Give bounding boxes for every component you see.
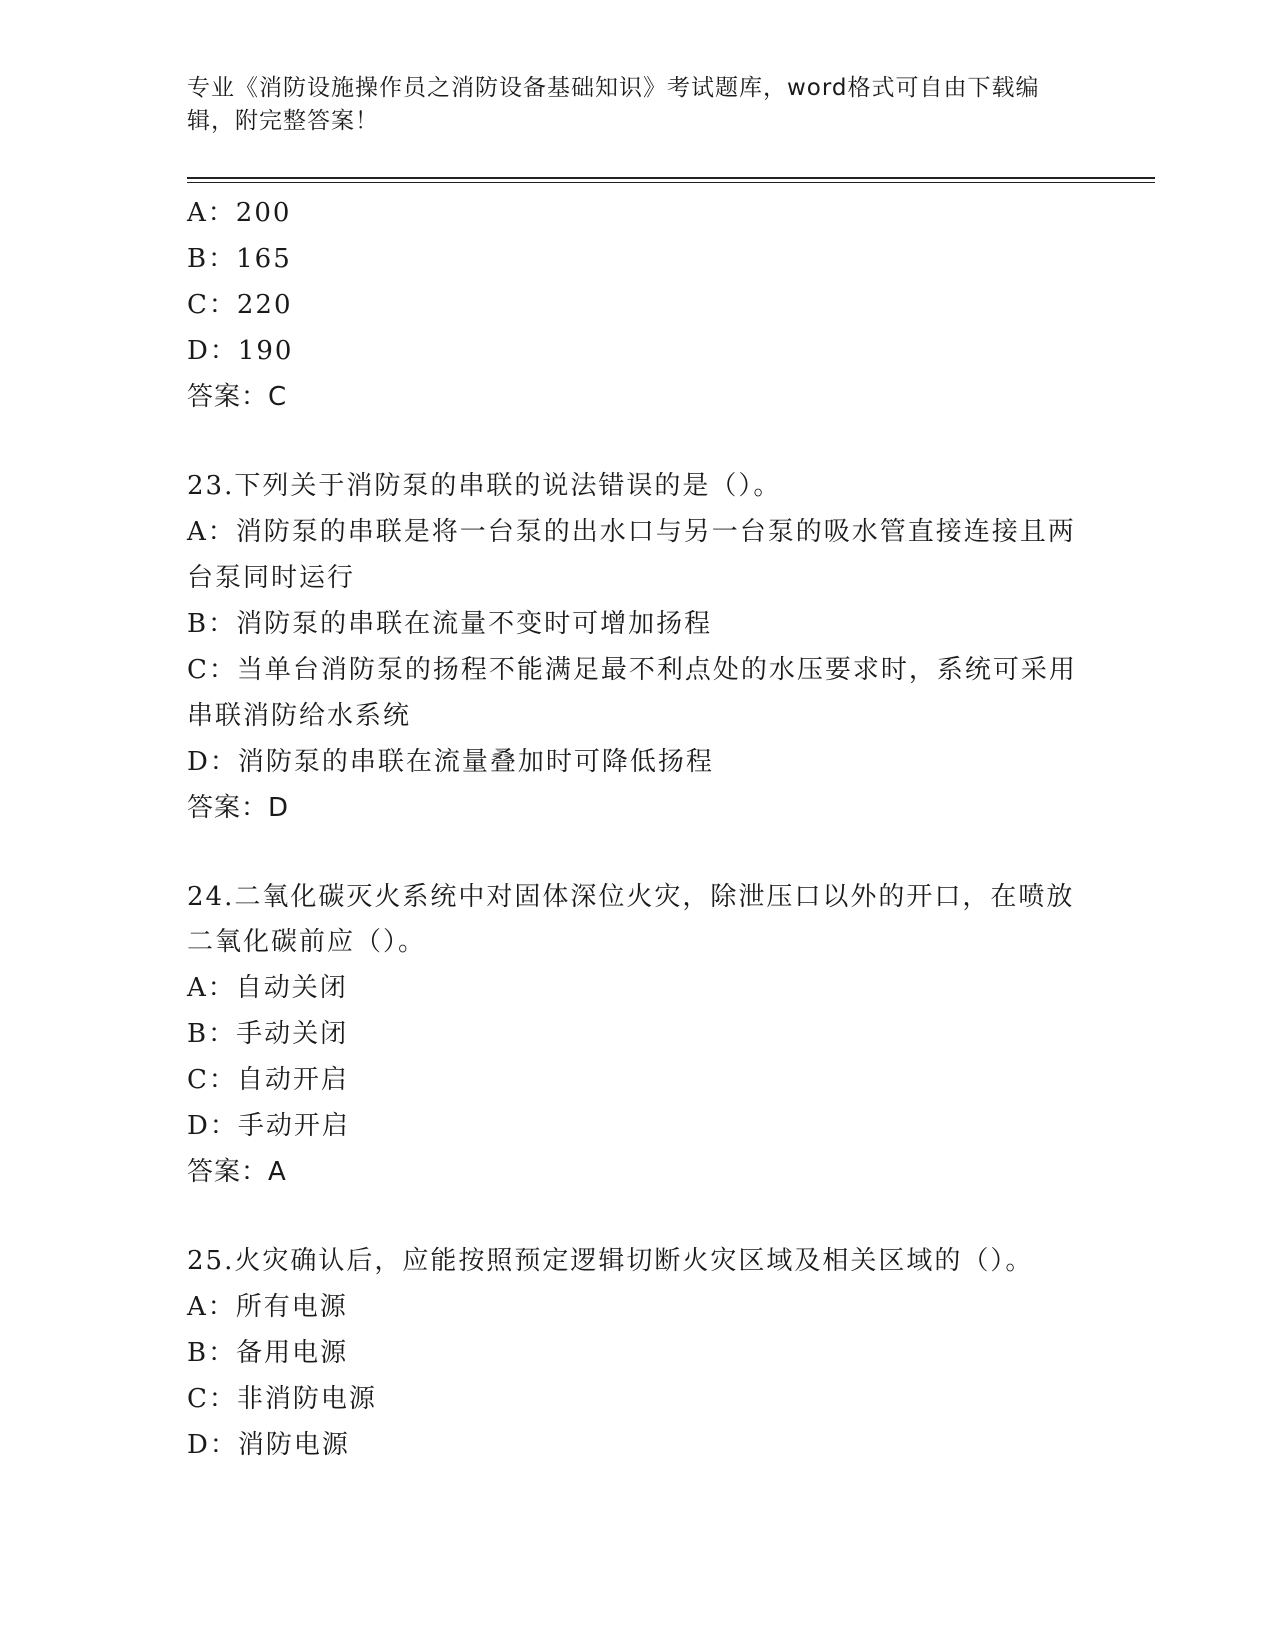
option-a: A：自动关闭 (187, 973, 348, 1003)
option-a: A：消防泵的串联是将一台泵的出水口与另一台泵的吸水管直接连接且两台泵同时运行 (187, 517, 1076, 593)
question-list (187, 190, 1077, 1468)
page-header: 专业《消防设施操作员之消防设备基础知识》考试题库，word格式可自由下载编辑，附完整答案！ (187, 75, 1040, 134)
option-a: A：200 (187, 198, 292, 228)
option-b: B：165 (187, 244, 292, 274)
option-c: C：当单台消防泵的扬程不能满足最不利点处的水压要求时，系统可采用串联消防给水系统 (187, 655, 1077, 731)
question-block-24 (187, 875, 1077, 1195)
option-b: B：备用电源 (187, 1338, 349, 1368)
question-text: 24.二氧化碳灭火系统中对固体深位火灾，除泄压口以外的开口，在喷放二氧化碳前应（）。 (187, 882, 1075, 957)
option-c: C：非消防电源 (187, 1384, 377, 1414)
option-d: D：190 (187, 336, 294, 366)
option-b: B：消防泵的串联在流量不变时可增加扬程 (187, 609, 713, 639)
header-divider-thin (187, 182, 1155, 183)
option-b: B：手动关闭 (187, 1019, 349, 1049)
question-block-25 (187, 1239, 1077, 1468)
answer-line: 答案：D (187, 793, 290, 823)
option-d: D：消防电源 (187, 1430, 350, 1460)
question-block-23 (187, 464, 1077, 831)
question-text: 25.火灾确认后，应能按照预定逻辑切断火灾区域及相关区域的（）。 (187, 1246, 1034, 1276)
question-block-22 (187, 190, 1077, 420)
question-text: 23.下列关于消防泵的串联的说法错误的是（）。 (187, 471, 782, 501)
option-c: C：220 (187, 290, 293, 320)
option-a: A：所有电源 (187, 1292, 348, 1322)
option-d: D：消防泵的串联在流量叠加时可降低扬程 (187, 747, 714, 777)
answer-line: 答案：A (187, 1157, 287, 1187)
answer-line: 答案：C (187, 382, 288, 412)
header-divider-thick (187, 177, 1155, 179)
option-d: D：手动开启 (187, 1111, 350, 1141)
option-c: C：自动开启 (187, 1065, 349, 1095)
